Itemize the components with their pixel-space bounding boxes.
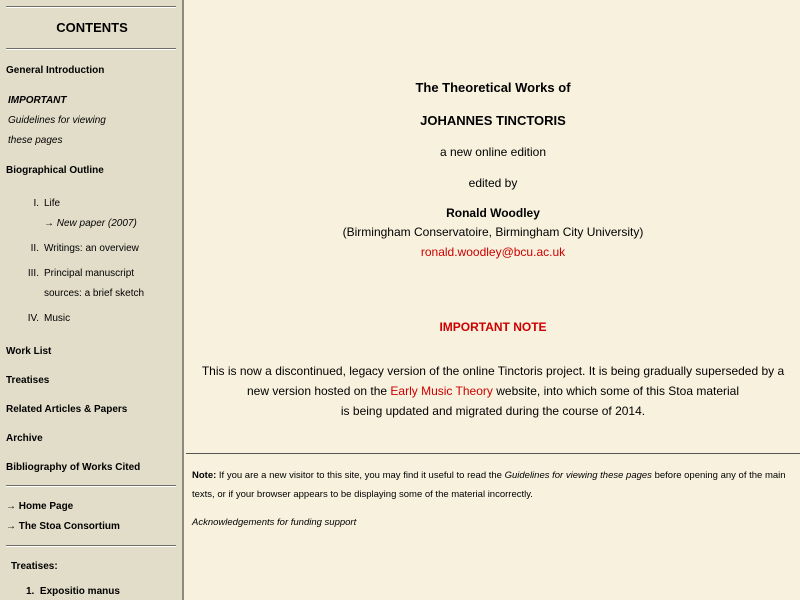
sidebar-item-work-list[interactable]: Work List: [6, 346, 52, 357]
sidebar-item-biographical-outline[interactable]: Biographical Outline: [6, 165, 104, 176]
sidebar-item-manuscripts[interactable]: Principal manuscript: [44, 268, 135, 279]
sidebar-item-life[interactable]: Life: [44, 198, 61, 209]
sidebar-item-manuscripts-cont[interactable]: sources: a brief sketch: [44, 288, 145, 299]
sidebar-divider: [6, 6, 176, 8]
title-line-1: The Theoretical Works of: [415, 80, 571, 95]
list-number: IV.: [27, 313, 39, 324]
content-divider: [186, 453, 800, 454]
sidebar-item-related-articles[interactable]: Related Articles & Papers: [6, 404, 128, 415]
sidebar-item-guidelines-cont[interactable]: these pages: [8, 135, 63, 146]
subtitle: a new online edition: [439, 145, 547, 159]
sidebar-divider: [6, 485, 176, 487]
sidebar-item-treatises[interactable]: Treatises: [6, 375, 50, 386]
important-note-heading: IMPORTANT NOTE: [439, 320, 547, 334]
title-line-2: JOHANNES TINCTORIS: [420, 113, 566, 128]
note-text: before opening any of the main texts, or if your browser appears to be displaying some of the material incorrectly.: [192, 470, 786, 500]
stoa-consortium-link[interactable]: → The Stoa Consortium: [6, 521, 120, 532]
sidebar-item-writings[interactable]: Writings: an overview: [44, 243, 139, 254]
contents-title: CONTENTS: [56, 20, 128, 35]
visitor-note: [192, 466, 788, 504]
edited-by: edited by: [468, 176, 518, 190]
legacy-notice: [190, 361, 796, 421]
sidebar-divider: [6, 545, 176, 547]
guidelines-link[interactable]: Guidelines for viewing these pages: [504, 470, 652, 481]
main-content: [186, 0, 800, 600]
sidebar: [0, 0, 184, 600]
list-number: III.: [27, 268, 39, 279]
note-label: Note:: [192, 470, 217, 481]
editor-name: Ronald Woodley: [446, 206, 540, 220]
notice-text: website, into which some of this Stoa material: [492, 384, 740, 398]
sidebar-item-general-introduction[interactable]: General Introduction: [6, 65, 105, 76]
list-number: I.: [33, 198, 39, 209]
early-music-theory-link[interactable]: Early Music Theory: [390, 384, 493, 398]
editor-email-link[interactable]: ronald.woodley@bcu.ac.uk: [420, 245, 566, 259]
sidebar-item-bibliography[interactable]: Bibliography of Works Cited: [6, 462, 141, 473]
sidebar-divider: [6, 48, 176, 50]
sidebar-item-music[interactable]: Music: [44, 313, 71, 324]
sidebar-item-expositio-manus[interactable]: 1. Expositio manus: [26, 586, 120, 597]
sidebar-item-guidelines[interactable]: Guidelines for viewing: [8, 115, 106, 126]
list-number: II.: [30, 243, 39, 254]
sidebar-item-important[interactable]: IMPORTANT: [8, 95, 67, 106]
note-text: If you are a new visitor to this site, you may find it useful to read the: [216, 470, 505, 481]
sidebar-item-new-paper[interactable]: → New paper (2007): [44, 218, 137, 229]
notice-text: is being updated and migrated during the course of 2014.: [340, 404, 646, 418]
acknowledgements-link[interactable]: Acknowledgements for funding support: [192, 517, 357, 528]
home-page-link[interactable]: → Home Page: [6, 501, 74, 512]
sidebar-item-archive[interactable]: Archive: [6, 433, 43, 444]
notice-text: This is now a discontinued, legacy version of the online Tinctoris project. It is being gradually superseded by a new version hosted on the: [201, 364, 785, 398]
treatises-heading: Treatises:: [11, 561, 58, 572]
editor-affiliation: (Birmingham Conservatoire, Birmingham City University): [342, 225, 644, 239]
